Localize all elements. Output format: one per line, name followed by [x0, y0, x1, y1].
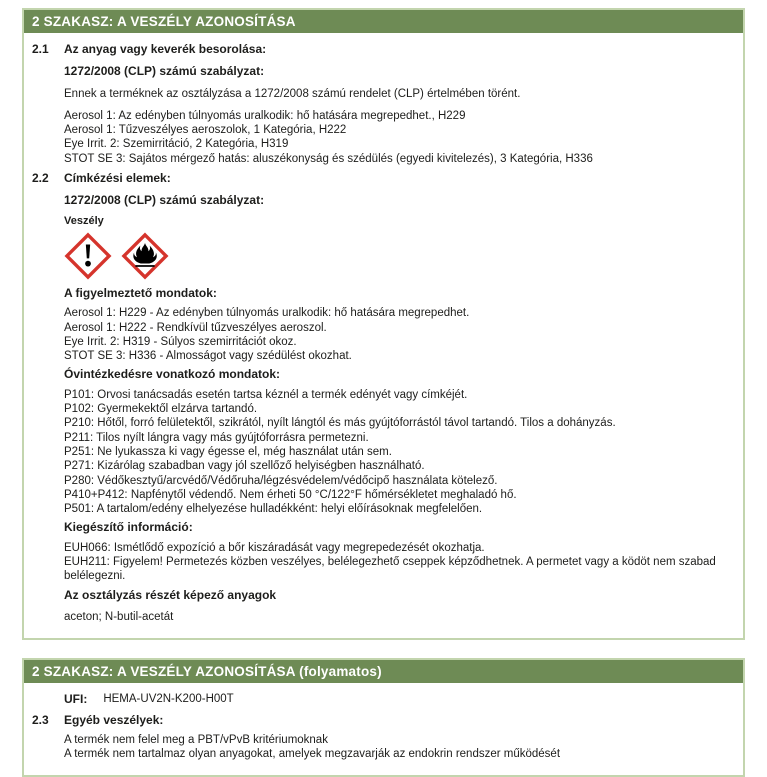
classification-list-row — [24, 109, 733, 166]
other-hazards-line: A termék nem tartalmaz olyan anyagokat, amelyek megzavarják az endokrin rendszer működését — [64, 748, 561, 761]
clause-2-3-title: Egyéb veszélyek: — [64, 712, 164, 727]
hazard-statement-line: Aerosol 1: H229 - Az edényben túlnyomás uralkodik: hő hatására megrepedhet. — [64, 307, 470, 320]
precautionary-heading-row — [24, 367, 733, 381]
clause-2-1-number: 2.1 — [32, 42, 49, 56]
ufi-value: HEMA-UV2N-K200-H00T — [103, 693, 234, 706]
precautionary-statement-line: P271: Kizárólag szabadban vagy jól szellőző helyiségben használható. — [64, 460, 425, 473]
ufi-field — [64, 692, 733, 706]
substances-text: aceton; N-butil-acetát — [64, 610, 174, 623]
precautionary-statement-line: P102: Gyermekektől elzárva tartandó. — [64, 403, 258, 416]
clause-2-1-row — [24, 42, 733, 56]
hazard-statement-line: Aerosol 1: H222 - Rendkívül tűzveszélyes aeroszol. — [64, 321, 327, 334]
classification-intro-text: Ennek a terméknek az osztályzása a 1272/2008 számú rendelet (CLP) értelmében törént. — [64, 87, 521, 100]
supplemental-statement-line: EUH066: Ismétlődő expozíció a bőr kiszáradását vagy megrepedezését okozhatja. — [64, 541, 485, 554]
signal-word-row — [24, 214, 733, 228]
precautionary-statements-list — [64, 388, 733, 517]
substances-heading-row — [24, 588, 733, 602]
section-2-content — [24, 33, 743, 638]
hazard-statements-heading-row — [24, 286, 733, 300]
classification-line: Aerosol 1: Az edényben túlnyomás uralkodik: hő hatására megrepedhet., H229 — [64, 109, 466, 122]
supplemental-statement-line: EUH211: Figyelem! Permetezés közben veszélyes, belélegezhető cseppek képződhetnek. A permetet vagy a ködöt nem szabad belélegezni. — [64, 556, 716, 583]
clause-2-1-title: Az anyag vagy keverék besorolása: — [64, 42, 267, 56]
clause-2-3-row — [24, 713, 733, 727]
substances-heading: Az osztályzás részét képező anyagok — [64, 587, 277, 602]
precautionary-statement-line: P410+P412: Napfénytől védendő. Nem érheti 50 °C/122°F hőmérsékletet meghaladó hő. — [64, 488, 517, 501]
precautionary-statement-line: P251: Ne lyukassza ki vagy égesse el, még használat után sem. — [64, 445, 392, 458]
precautionary-statement-line: P280: Védőkesztyű/arcvédő/Védőruha/légzésvédelem/védőcipő használata kötelező. — [64, 474, 498, 487]
clause-2-3-number: 2.3 — [32, 712, 49, 727]
label-regulation-heading-row — [24, 193, 733, 207]
pictogram-group — [64, 232, 733, 280]
supplemental-heading-row — [24, 520, 733, 534]
precautionary-heading: Óvintézkedésre vonatkozó mondatok: — [64, 367, 281, 382]
clause-2-2-title: Címkézési elemek: — [64, 171, 171, 186]
clp-regulation-heading: 1272/2008 (CLP) számú szabályzat: — [64, 64, 265, 79]
precautionary-statement-line: P101: Orvosi tanácsadás esetén tartsa kéznél a termék edényét vagy címkéjét. — [64, 388, 468, 401]
hazard-statement-line: STOT SE 3: H336 - Almosságot vagy szédülést okozhat. — [64, 350, 352, 363]
precautionary-statement-line: P211: Tilos nyílt lángra vagy más gyújtóforrásra permetezni. — [64, 431, 369, 444]
classification-line: STOT SE 3: Sajátos mérgező hatás: aluszékonyság és szédülés (egyedi kivitelezés), 3 Kategória, H336 — [64, 152, 593, 165]
hazard-statements-row — [24, 306, 733, 363]
regulation-heading-row — [24, 64, 733, 78]
signal-word: Veszély — [64, 214, 104, 227]
classification-intro-row — [24, 87, 733, 101]
substances-row — [24, 610, 733, 624]
other-hazards-line: A termék nem felel meg a PBT/vPvB kritériumoknak — [64, 733, 328, 746]
clause-2-2-number: 2.2 — [32, 171, 49, 186]
classification-line: Eye Irrit. 2: Szemirritáció, 2 Kategória, H319 — [64, 138, 289, 151]
ufi-row — [24, 692, 733, 706]
hazard-statements-heading: A figyelmeztető mondatok: — [64, 285, 217, 300]
section-2-continued-content — [24, 683, 743, 775]
other-hazards-list — [64, 733, 733, 762]
section-2-header: 2 SZAKASZ: A VESZÉLY AZONOSÍTÁSA — [24, 10, 743, 33]
classification-line: Aerosol 1: Tűzveszélyes aeroszolok, 1 Kategória, H222 — [64, 124, 347, 137]
supplemental-statements-list — [64, 541, 733, 584]
label-clp-regulation-heading: 1272/2008 (CLP) számú szabályzat: — [64, 193, 265, 208]
clause-2-2-row — [24, 171, 733, 185]
pictogram-row — [24, 232, 733, 280]
hazard-statements-list — [64, 306, 733, 363]
ghs07-exclamation-icon — [64, 232, 112, 280]
precautionary-statement-line: P501: A tartalom/edény elhelyezése hulladékként: helyi előírásoknak megfelelően. — [64, 503, 483, 516]
supplemental-heading: Kiegészítő információ: — [64, 520, 193, 535]
supplemental-statements-row — [24, 541, 733, 584]
ufi-label: UFI: — [64, 692, 88, 707]
section-2-continued-box — [22, 658, 745, 777]
hazard-statement-line: Eye Irrit. 2: H319 - Súlyos szemirritációt okoz. — [64, 335, 297, 348]
section-2-continued-header: 2 SZAKASZ: A VESZÉLY AZONOSÍTÁSA (folyamatos) — [24, 660, 743, 683]
classification-list — [64, 109, 733, 166]
precautionary-statement-line: P210: Hőtől, forró felületektől, szikrától, nyílt lángtól és más gyújtóforrástól távol tartandó. Tilos a dohányzás. — [64, 417, 616, 430]
ghs02-flame-icon — [121, 232, 169, 280]
section-2-box — [22, 8, 745, 640]
precautionary-statements-row — [24, 388, 733, 517]
other-hazards-row — [24, 733, 733, 762]
